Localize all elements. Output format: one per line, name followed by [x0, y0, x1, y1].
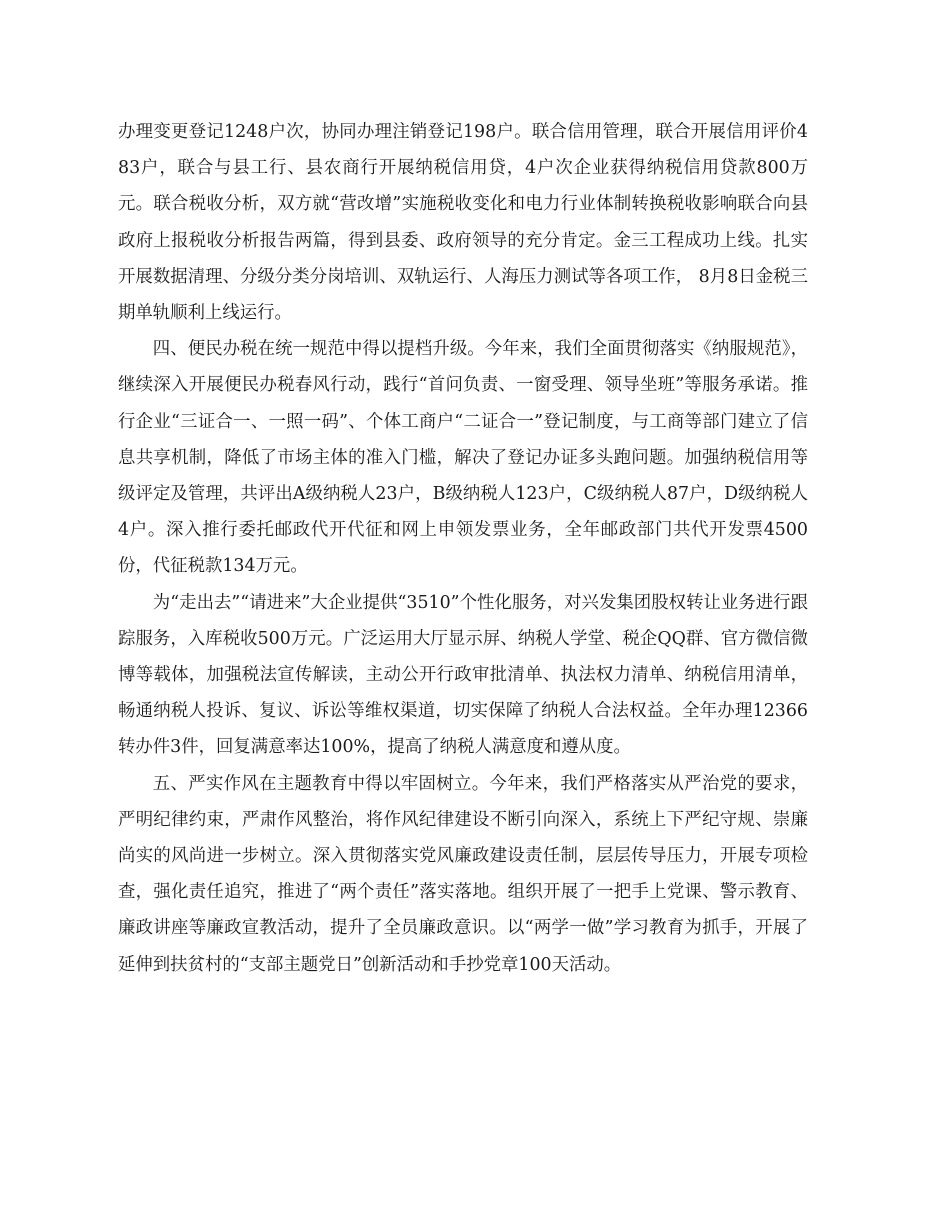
paragraph-continuation: 办理变更登记1248户次，协同办理注销登记198户。联合信用管理，联合开展信用评价483户，联合与县工行、县农商行开展纳税信用贷，4户次企业获得纳税信用贷款800万元。联合税收分析，双方就“营改增”实施税收变化和电力行业体制转换税收影响联合向县政府上报税收分析报告两篇，得到县委、政府领导的充分肯定。金三工程成功上线。扎实开展数据清理、分级分类分岗培训、双轨运行、人海压力测试等各项工作， 8月8日金税三期单轨顺利上线运行。 [118, 122, 808, 324]
paragraph-services: 为“走出去”“请进来”大企业提供“3510”个性化服务，对兴发集团股权转让业务进行跟踪服务，入库税收500万元。广泛运用大厅显示屏、纳税人学堂、税企QQ群、官方微信微博等载体，加强税法宣传解读，主动公开行政审批清单、执法权力清单、纳税信用清单，畅通纳税人投诉、复议、诉讼等维权渠道，切实保障了纳税人合法权益。全年办理12366转办件3件，回复满意率达100%，提高了纳税人满意度和遵从度。 [118, 592, 808, 758]
paragraph-section-five: 五、严实作风在主题教育中得以牢固树立。今年来，我们严格落实从严治党的要求，严明纪律约束，严肃作风整治，将作风纪律建设不断引向深入，系统上下严纪守规、崇廉尚实的风尚进一步树立。深入贯彻落实党风廉政建设责任制，层层传导压力，开展专项检查，强化责任追究，推进了“两个责任”落实落地。组织开展了一把手上党课、警示教育、廉政讲座等廉政宣教活动，提升了全员廉政意识。以“两学一做”学习教育为抓手，开展了延伸到扶贫村的“支部主题党日”创新活动和手抄党章100天活动。 [118, 773, 808, 975]
paragraph-section-four: 四、便民办税在统一规范中得以提档升级。今年来，我们全面贯彻落实《纳服规范》，继续深入开展便民办税春风行动，践行“首问负责、一窗受理、领导坐班”等服务承诺。推行企业“三证合一、一照一码”、个体工商户“二证合一”登记制度，与工商等部门建立了信息共享机制，降低了市场主体的准入门槛，解决了登记办证多头跑问题。加强纳税信用等级评定及管理，共评出A级纳税人23户，B级纳税人123户，C级纳税人87户，D级纳税人4户。深入推行委托邮政代开代征和网上申领发票业务，全年邮政部门共代开发票4500份，代征税款134万元。 [118, 339, 808, 577]
document-body [118, 114, 808, 983]
